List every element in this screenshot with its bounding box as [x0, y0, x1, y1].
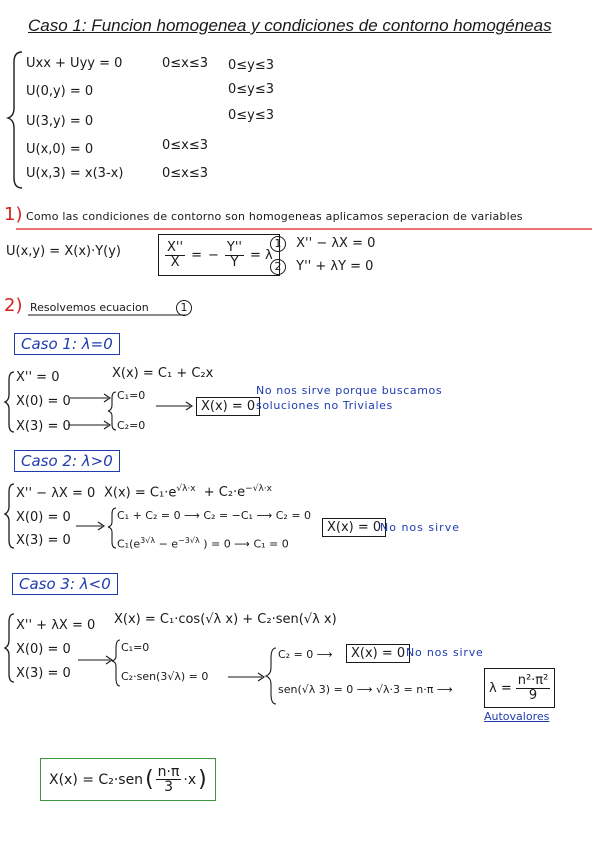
eigenvalue-frac: $\frac{\text{n²·π²}}{9}$	[517, 672, 549, 703]
case-1-c1: C₁=0	[117, 389, 146, 402]
final-paren-close: )	[198, 767, 207, 792]
system-eq-2: U(0,y) = 0	[26, 84, 94, 99]
step-2-number: 2)	[4, 295, 23, 316]
case-1-note-2: soluciones no Triviales	[256, 399, 393, 412]
step-2-circle: 1	[176, 300, 192, 316]
ode-1-eq: X'' − λX = 0	[296, 236, 376, 251]
case-2-label: Caso 2: λ>0	[14, 450, 120, 472]
ratio-minus: −	[207, 247, 219, 263]
case-3-branch-1-note: No nos sirve	[406, 646, 484, 659]
case-1-eq-3: X(3) = 0	[16, 419, 71, 434]
case-3-solution: X(x) = C₁·cos(√λ x) + C₂·sen(√λ x)	[114, 612, 337, 627]
step-2-text: Resolvemos ecuacion	[30, 301, 149, 314]
ratio-x: $\frac{X''}{X}$	[167, 239, 184, 270]
case-3-eq-3: X(3) = 0	[16, 666, 71, 681]
system-eq-5: U(x,3) = x(3-x)	[26, 166, 124, 181]
case-2-eq-3: X(3) = 0	[16, 533, 71, 548]
ode-2	[270, 259, 373, 275]
case-1-note-1: No nos sirve porque buscamos	[256, 384, 443, 397]
case-3-branch-2: sen(√λ 3) = 0 ⟶ √λ·3 = n·π ⟶	[278, 683, 453, 696]
system-eq-4: U(x,0) = 0	[26, 142, 94, 157]
case-2-result: X(x) = 0	[322, 518, 386, 537]
system-range-4a: 0≤x≤3	[162, 138, 209, 153]
eigenvalue-box	[484, 668, 555, 708]
ode-2-eq: Y'' + λY = 0	[296, 259, 374, 274]
case-2-eq-2: X(0) = 0	[16, 510, 71, 525]
case-3-eq-1: X'' + λX = 0	[16, 618, 96, 633]
case-3-eq-2: X(0) = 0	[16, 642, 71, 657]
final-paren-open: (	[145, 767, 154, 792]
case-2-line-1: C₁ + C₂ = 0 ⟶ C₂ = −C₁ ⟶ C₂ = 0	[117, 509, 312, 522]
ode-1	[270, 236, 375, 252]
system-range-2b: 0≤y≤3	[228, 82, 275, 97]
ode-2-label: 2	[270, 259, 286, 275]
case-1-eq-1: X'' = 0	[16, 370, 60, 385]
case-1-result: X(x) = 0	[196, 397, 260, 416]
step-1-number: 1)	[4, 204, 23, 225]
case-1-label: Caso 1: λ=0	[14, 333, 120, 355]
case-3-c2-line: C₂·sen(3√λ) = 0	[121, 670, 209, 683]
step-1-text: Como las condiciones de contorno son homogeneas aplicamos seperacion de variables	[26, 210, 523, 223]
case-1-c2: C₂=0	[117, 419, 146, 432]
case-3-label: Caso 3: λ<0	[12, 573, 118, 595]
case-1-solution: X(x) = C₁ + C₂x	[112, 366, 214, 381]
page-title: Caso 1: Funcion homogenea y condiciones de contorno homogéneas	[28, 16, 552, 35]
case-2-eq-1: X'' − λX = 0	[16, 486, 96, 501]
ratio-y: $\frac{Y''}{Y}$	[226, 239, 242, 270]
separation-product: U(x,y) = X(x)·Y(y)	[6, 244, 121, 259]
system-range-1b: 0≤y≤3	[228, 58, 275, 73]
ratio-lambda: = λ	[249, 247, 273, 263]
final-frac: $\frac{n\cdot\pi}{3}$	[157, 764, 180, 795]
system-eq-1: Uxx + Uyy = 0	[26, 56, 123, 71]
case-2-exp-b: −√λ·x	[245, 484, 272, 494]
system-eq-3: U(3,y) = 0	[26, 114, 94, 129]
ode-1-label: 1	[270, 236, 286, 252]
final-rhs: ·x	[183, 771, 197, 788]
ratio-equals: =	[191, 247, 202, 263]
case-3-branch-1-result: X(x) = 0	[346, 644, 410, 663]
eigenvalue-lhs: λ =	[489, 680, 512, 696]
ratio-box	[158, 234, 280, 276]
case-3-c1: C₁=0	[121, 641, 150, 654]
case-2-exp-a: √λ·x	[176, 484, 196, 494]
case-2-solution: $X(x) = C_1\cdot e^{√\lambda\cdot x} + C_2\cdot e^{-√\lambda\cdot x}$	[104, 484, 272, 501]
eigenvalue-label: Autovalores	[484, 710, 550, 723]
case-2-note: No nos sirve	[380, 521, 460, 534]
final-lhs: X(x) = C₂·sen	[49, 771, 144, 788]
system-range-3b: 0≤y≤3	[228, 108, 275, 123]
final-solution-box	[40, 758, 216, 801]
case-3-branch-1: C₂ = 0 ⟶	[278, 648, 333, 661]
case-1-eq-2: X(0) = 0	[16, 394, 71, 409]
case-2-line-2: $C_1(e^{3√\lambda} - e^{-3√\lambda}$ ) = 0 ⟶ C₁ = 0	[117, 536, 289, 551]
system-range-1a: 0≤x≤3	[162, 56, 209, 71]
system-range-5a: 0≤x≤3	[162, 166, 209, 181]
